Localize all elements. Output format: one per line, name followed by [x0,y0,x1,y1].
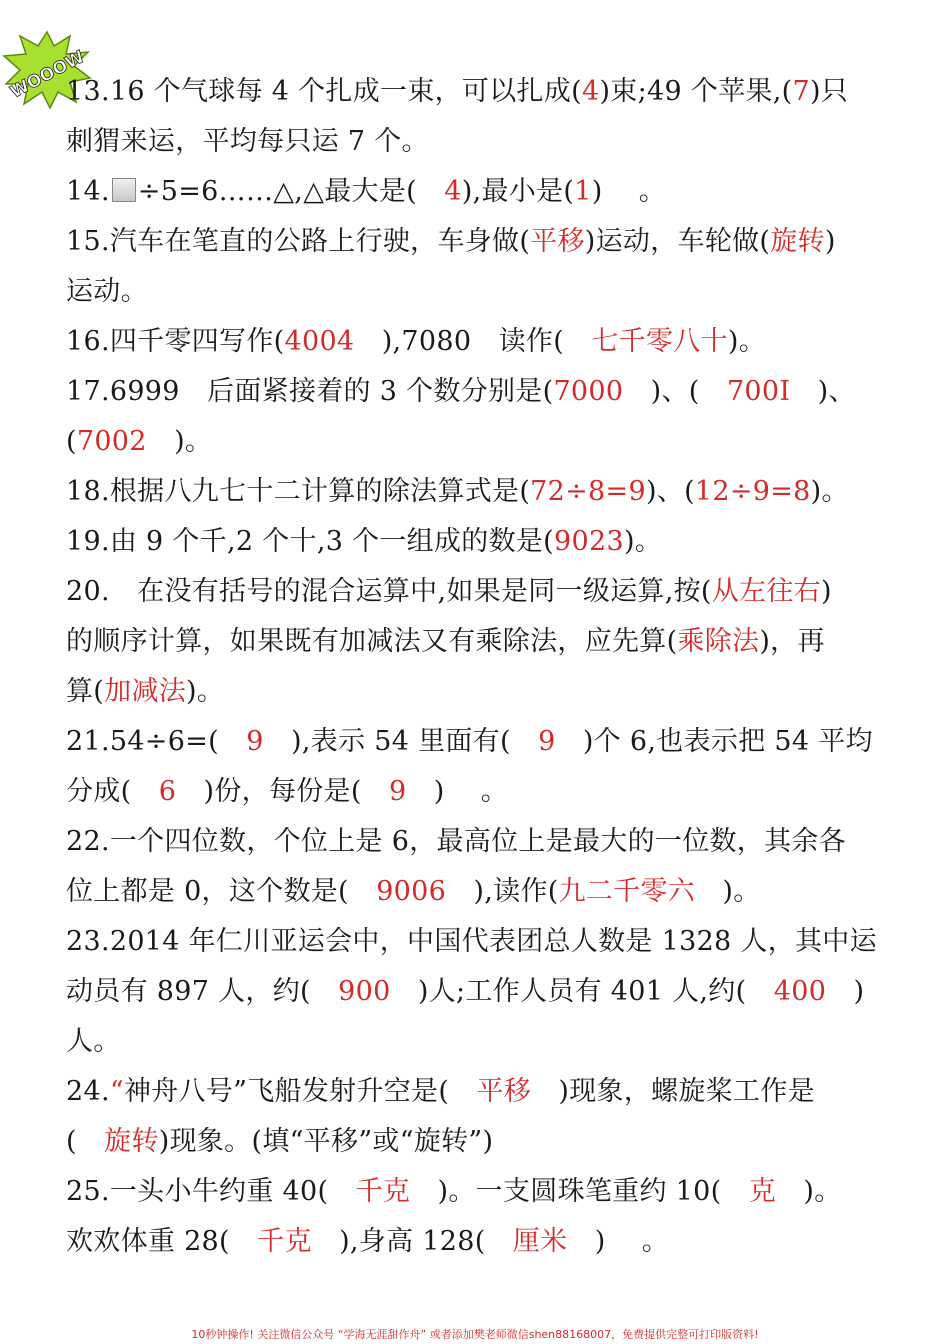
question-text: )。 [623,526,663,557]
question-text: )人;工作人员有 401 人,约( [390,976,774,1007]
question-text: ),最小是( [461,176,575,207]
question-line [66,617,896,667]
answer-text: 9 [389,776,407,807]
answer-text: 9006 [376,876,447,907]
question-line [66,667,896,717]
answer-text: 加减法 [104,676,187,707]
question-line [66,567,896,617]
question-text: )。 [727,326,767,357]
question-text: )份，每份是( [176,776,389,807]
question-text: )个 6,也表示把 54 平均 [555,726,873,757]
question-text: ( [66,426,77,457]
question-list [66,67,896,1267]
question-line [66,967,896,1017]
question-line [66,467,896,517]
question-line [66,417,896,467]
question-text: ( [66,1126,105,1157]
question-line [66,67,896,117]
question-text: ) 。 [567,1226,670,1257]
answer-text: 700I [726,376,791,407]
question-text: )。 [186,676,225,707]
question-text: 21.54÷6=( [66,726,247,757]
question-text: 神舟八号”飞船发射升空是( [123,1076,477,1107]
question-line [66,1067,896,1117]
question-text: 的顺序计算，如果既有加减法又有乘除法，应先算( [66,626,678,657]
question-text: )。 [810,476,849,507]
answer-text: 72÷8=9 [530,476,646,507]
blank-box-icon [112,178,136,202]
answer-text: 七千零八十 [591,326,728,357]
answer-text: 1 [574,176,592,207]
question-line [66,867,896,917]
question-text: 16.四千零四写作( [66,326,285,357]
question-text: 15.汽车在笔直的公路上行驶，车身做( [66,226,531,257]
question-text: ) 。 [591,176,667,207]
answer-text: 7000 [553,376,624,407]
question-text: ),7080 读作( [354,326,592,357]
question-text: )现象。(填“平移”或“旋转”) [158,1126,494,1157]
question-text: )、( [645,476,695,507]
question-text: )。 [146,426,213,457]
question-text: ) [820,576,832,607]
question-text: 23.2014 年仁川亚运会中，中国代表团总人数是 1328 人，其中运 [66,926,877,957]
answer-text: 从左往右 [711,576,821,607]
question-line [66,1117,896,1167]
question-text: )现象，螺旋桨工作是 [531,1076,815,1107]
question-text: 25.一头小牛约重 40( [66,1176,356,1207]
question-text: 20. 在没有括号的混合运算中,如果是同一级运算,按( [66,576,712,607]
answer-text: 旋转 [770,226,825,257]
question-text: )。 [776,1176,842,1207]
answer-text: 千克 [257,1226,312,1257]
answer-text: 4004 [284,326,355,357]
answer-text: 900 [338,976,391,1007]
question-text: ) [826,976,865,1007]
question-text: )。一支圆珠笔重约 10( [410,1176,749,1207]
answer-text: “ [109,1076,124,1107]
answer-text: 9 [538,726,556,757]
question-text: 分成( [66,776,159,807]
question-text: )。 [695,876,761,907]
question-text: 13.16 个气球每 4 个扎成一束，可以扎成( [66,76,582,107]
question-text: )运动，车轮做( [584,226,771,257]
answer-text: 400 [773,976,827,1007]
question-text: 算( [66,676,105,707]
wow-badge-text: WOOOW [7,47,88,103]
question-text: 位上都是 0，这个数是( [66,876,377,907]
question-text: )，再 [759,626,825,657]
answer-text: 4 [581,76,600,107]
question-line [66,917,896,967]
question-text: )束;49 个苹果,( [599,76,793,107]
question-line [66,267,896,317]
question-line [66,367,896,417]
question-text: )、 [790,376,856,407]
question-text: 22.一个四位数，个位上是 6，最高位上是最大的一位数，其余各 [66,826,846,857]
question-text: ),表示 54 里面有( [263,726,539,757]
question-text: ),读作( [446,876,559,907]
question-text: ÷5=6……△,△最大是( [137,176,445,207]
answer-text: 千克 [355,1176,411,1207]
question-text: ),身高 128( [311,1226,513,1257]
question-line [66,117,896,167]
answer-text: 厘米 [512,1226,568,1257]
question-text: 欢欢体重 28( [66,1226,258,1257]
answer-text: 9 [246,726,264,757]
question-line [66,217,896,267]
question-line [66,817,896,867]
question-line [66,317,896,367]
answer-text: 12÷9=8 [694,476,811,507]
question-line [66,1017,896,1067]
question-text: 17.6999 后面紧接着的 3 个数分别是( [66,376,554,407]
question-text: 人。 [66,1026,121,1057]
question-text: 动员有 897 人，约( [66,976,339,1007]
answer-text: 6 [158,776,177,807]
answer-text: 九二千零六 [558,876,696,907]
answer-text: 4 [444,176,462,207]
question-line [66,1167,896,1217]
question-text: )只 [809,76,849,107]
answer-text: 7002 [76,426,147,457]
question-text: ) [824,226,836,257]
question-text: 24. [66,1076,110,1107]
answer-text: 乘除法 [677,626,760,657]
question-line [66,1217,896,1267]
answer-text: 旋转 [104,1126,159,1157]
question-line [66,767,896,817]
answer-text: 平移 [476,1076,532,1107]
answer-text: 9023 [554,526,624,557]
answer-text: 7 [792,76,810,107]
footer-note: 10秒钟操作! 关注微信公众号 “学海无涯甜作舟” 或者添加樊老师微信shen88168007，免费提供完整可打印版资料! [191,1328,759,1341]
answer-text: 克 [748,1176,777,1207]
question-text: 14. [66,176,110,207]
question-text: 刺猬来运，平均每只运 7 个。 [66,126,429,157]
question-text: ) 。 [406,776,509,807]
question-line [66,167,896,217]
question-text: )、( [623,376,727,407]
answer-text: 平移 [530,226,585,257]
question-line [66,517,896,567]
question-text: 19.由 9 个千,2 个十,3 个一组成的数是( [66,526,555,557]
question-line [66,717,896,767]
question-text: 运动。 [66,276,148,307]
question-text: 18.根据八九七十二计算的除法算式是( [66,476,531,507]
